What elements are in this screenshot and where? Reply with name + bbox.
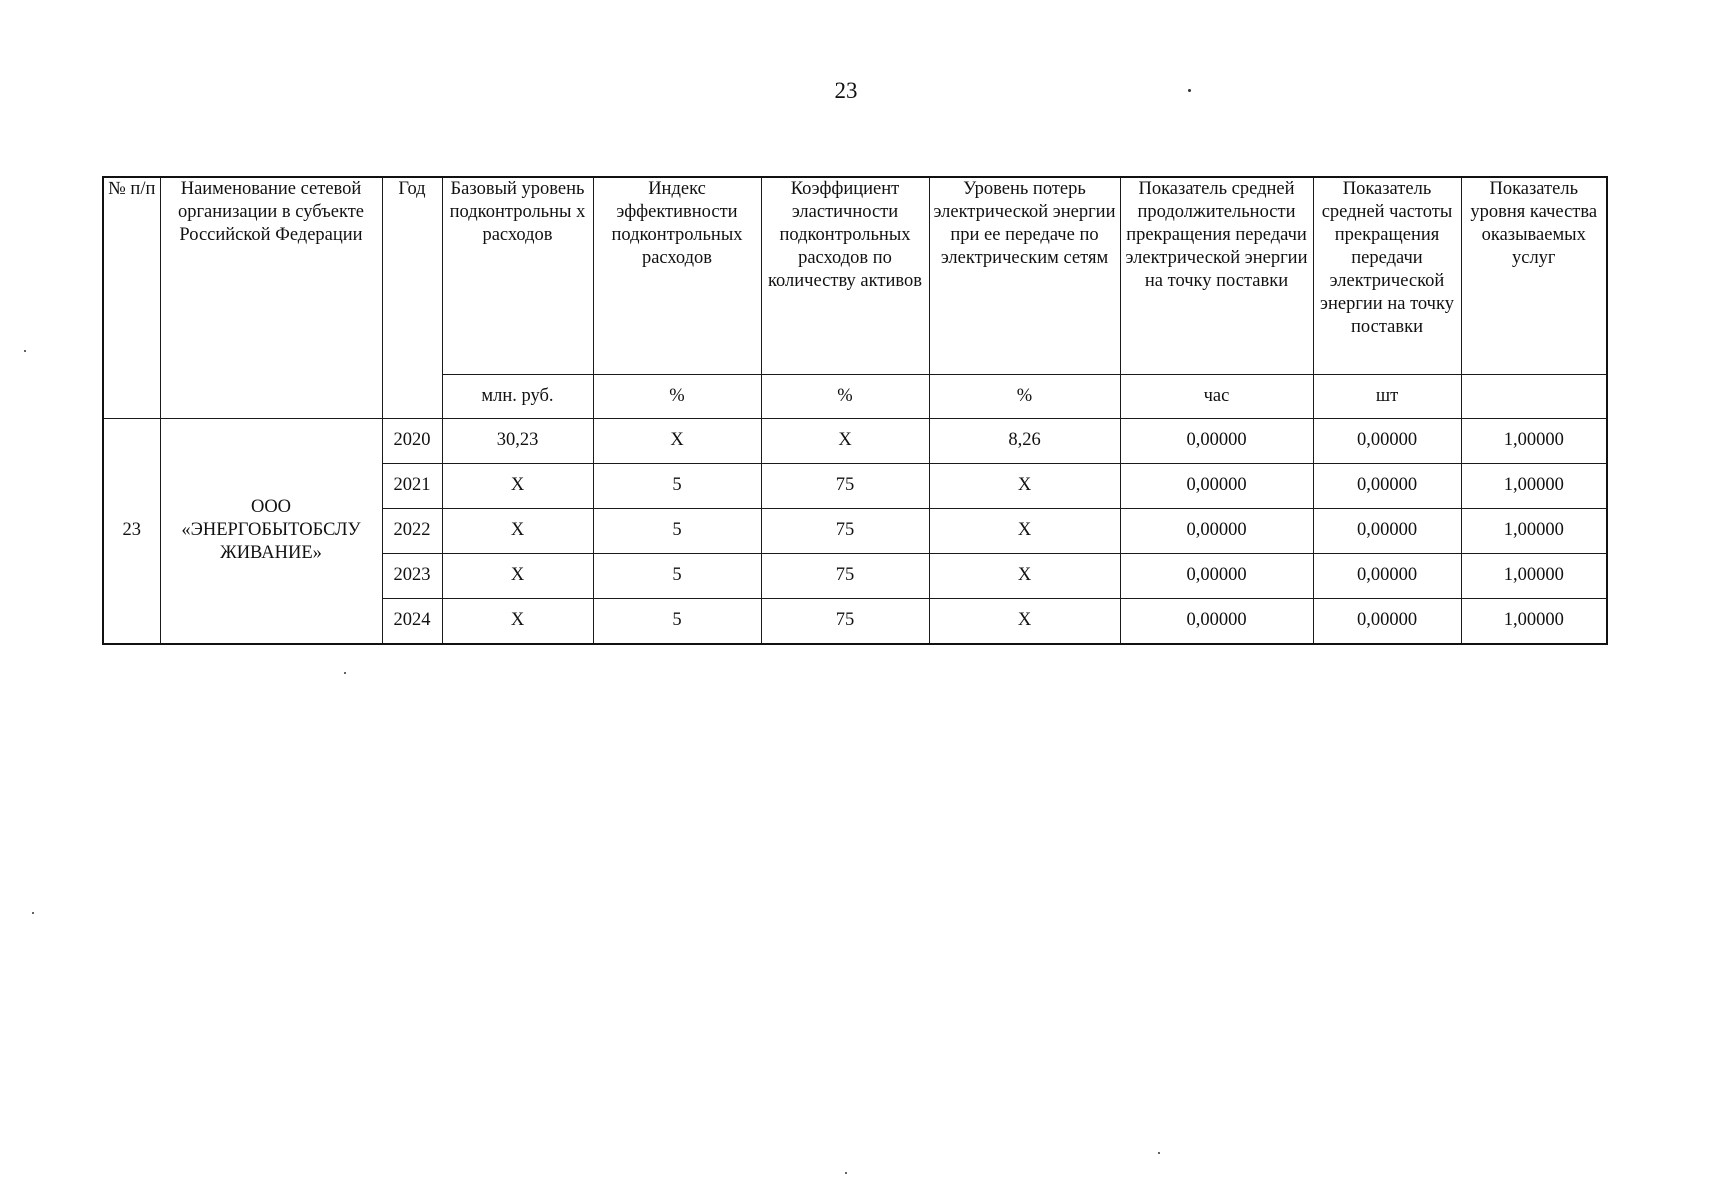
unit-efficiency-index: % — [593, 374, 761, 418]
unit-base-costs: млн. руб. — [442, 374, 593, 418]
entry-organization: ООО «ЭНЕРГОБЫТОБСЛУ ЖИВАНИЕ» — [160, 418, 382, 644]
unit-duration: час — [1120, 374, 1313, 418]
cell-elasticity: 75 — [761, 508, 929, 553]
header-quality: Показатель уровня качества оказываемых услуг — [1461, 177, 1607, 374]
header-organization: Наименование сетевой организации в субъекте Российской Федерации — [160, 177, 382, 418]
header-row — [103, 177, 1607, 374]
cell-quality: 1,00000 — [1461, 463, 1607, 508]
cell-elasticity: X — [761, 418, 929, 463]
cell-base-costs: X — [442, 553, 593, 598]
cell-losses: 8,26 — [929, 418, 1120, 463]
scan-speck — [24, 350, 26, 352]
cell-year: 2023 — [382, 553, 442, 598]
cell-frequency: 0,00000 — [1313, 508, 1461, 553]
header-frequency: Показатель средней частоты прекращения передачи электрической энергии на точку поставки — [1313, 177, 1461, 374]
indicators-table — [102, 176, 1608, 645]
cell-quality: 1,00000 — [1461, 598, 1607, 644]
unit-quality — [1461, 374, 1607, 418]
cell-frequency: 0,00000 — [1313, 598, 1461, 644]
cell-year: 2021 — [382, 463, 442, 508]
cell-base-costs: 30,23 — [442, 418, 593, 463]
header-efficiency-index: Индекс эффективности подконтрольных расходов — [593, 177, 761, 374]
cell-losses: X — [929, 508, 1120, 553]
cell-elasticity: 75 — [761, 598, 929, 644]
header-year: Год — [382, 177, 442, 418]
scan-speck — [845, 1172, 847, 1174]
scan-speck — [1158, 1152, 1160, 1154]
cell-duration: 0,00000 — [1120, 598, 1313, 644]
cell-duration: 0,00000 — [1120, 418, 1313, 463]
scan-speck — [1188, 89, 1191, 92]
cell-frequency: 0,00000 — [1313, 553, 1461, 598]
cell-elasticity: 75 — [761, 553, 929, 598]
cell-duration: 0,00000 — [1120, 508, 1313, 553]
cell-quality: 1,00000 — [1461, 508, 1607, 553]
cell-efficiency-index: 5 — [593, 553, 761, 598]
cell-base-costs: X — [442, 508, 593, 553]
cell-losses: X — [929, 553, 1120, 598]
cell-base-costs: X — [442, 598, 593, 644]
cell-elasticity: 75 — [761, 463, 929, 508]
cell-efficiency-index: 5 — [593, 598, 761, 644]
cell-quality: 1,00000 — [1461, 418, 1607, 463]
header-number: № п/п — [103, 177, 160, 418]
table-row — [103, 418, 1607, 463]
scan-speck — [32, 912, 34, 914]
unit-losses: % — [929, 374, 1120, 418]
cell-quality: 1,00000 — [1461, 553, 1607, 598]
cell-efficiency-index: 5 — [593, 463, 761, 508]
cell-frequency: 0,00000 — [1313, 463, 1461, 508]
header-elasticity: Коэффициент эластичности подконтрольных расходов по количеству активов — [761, 177, 929, 374]
cell-year: 2022 — [382, 508, 442, 553]
cell-frequency: 0,00000 — [1313, 418, 1461, 463]
header-duration: Показатель средней продолжительности прекращения передачи электрической энергии на точку поставки — [1120, 177, 1313, 374]
header-base-costs: Базовый уровень подконтрольны х расходов — [442, 177, 593, 374]
cell-base-costs: X — [442, 463, 593, 508]
cell-duration: 0,00000 — [1120, 463, 1313, 508]
cell-efficiency-index: X — [593, 418, 761, 463]
cell-losses: X — [929, 463, 1120, 508]
cell-duration: 0,00000 — [1120, 553, 1313, 598]
unit-elasticity: % — [761, 374, 929, 418]
entry-number: 23 — [103, 418, 160, 644]
cell-efficiency-index: 5 — [593, 508, 761, 553]
unit-frequency: шт — [1313, 374, 1461, 418]
scan-speck — [344, 672, 346, 674]
cell-losses: X — [929, 598, 1120, 644]
cell-year: 2024 — [382, 598, 442, 644]
page-number: 23 — [834, 78, 858, 103]
cell-year: 2020 — [382, 418, 442, 463]
header-losses: Уровень потерь электрической энергии при ее передаче по электрическим сетям — [929, 177, 1120, 374]
